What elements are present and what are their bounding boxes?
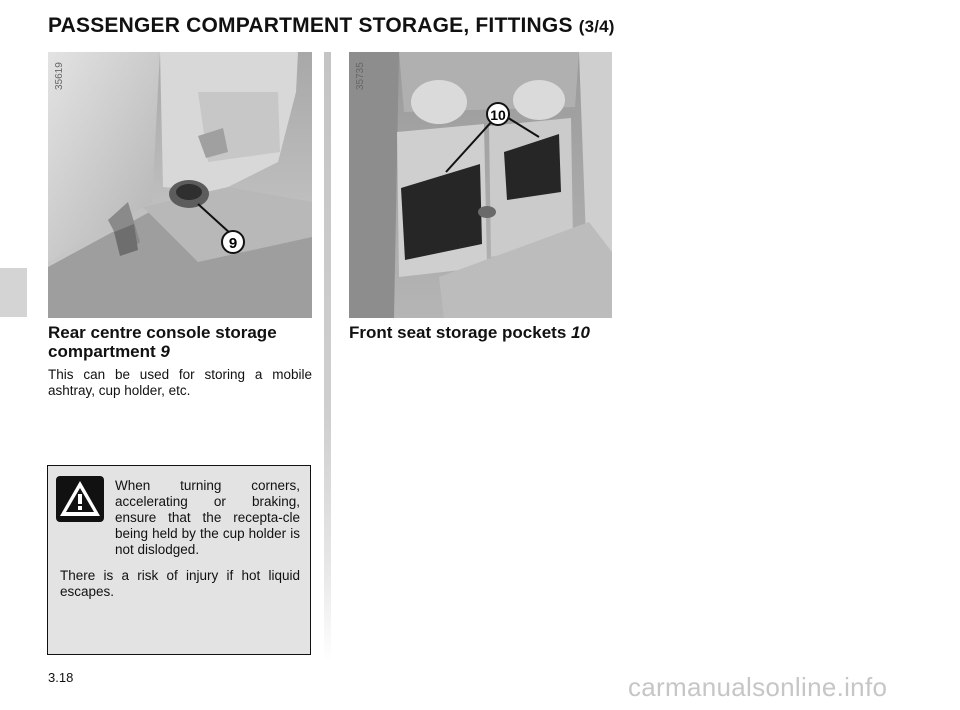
seat-pockets-ref: 10 (571, 323, 590, 342)
seat-pockets-photo (349, 52, 612, 318)
chapter-tab (0, 268, 27, 317)
page-number: 3.18 (48, 670, 74, 685)
console-storage-illustration (48, 52, 312, 318)
seat-pockets-heading: Front seat storage pockets 10 (349, 323, 590, 342)
callout-10-label: 10 (490, 107, 506, 123)
console-storage-description: This can be used for storing a mobile ashtray, cup holder, etc. (48, 367, 312, 398)
warning-box (47, 465, 311, 655)
console-storage-photo (48, 52, 312, 318)
title-text: PASSENGER COMPARTMENT STORAGE, FITTINGS (48, 14, 573, 37)
warning-paragraph: When turning corners, accelerating or braking, ensure that the recepta-cle being held by the cup holder is not dislodged. (115, 478, 300, 557)
warning-paragraph: There is a risk of injury if hot liquid escapes. (60, 568, 300, 599)
callout-9-label: 9 (228, 235, 238, 252)
console-storage-heading: Rear centre console storage compartment 9 (48, 323, 277, 361)
warning-text (48, 466, 310, 610)
section-indicator: (3/4) (578, 17, 615, 36)
console-storage-ref: 9 (160, 342, 170, 361)
page-title (48, 14, 615, 38)
column-divider (324, 52, 331, 662)
photo-reference-number: 35619 (54, 62, 65, 90)
seat-pockets-illustration (349, 52, 612, 318)
photo-reference-number: 35735 (355, 62, 366, 90)
watermark: carmanualsonline.info (628, 672, 888, 702)
